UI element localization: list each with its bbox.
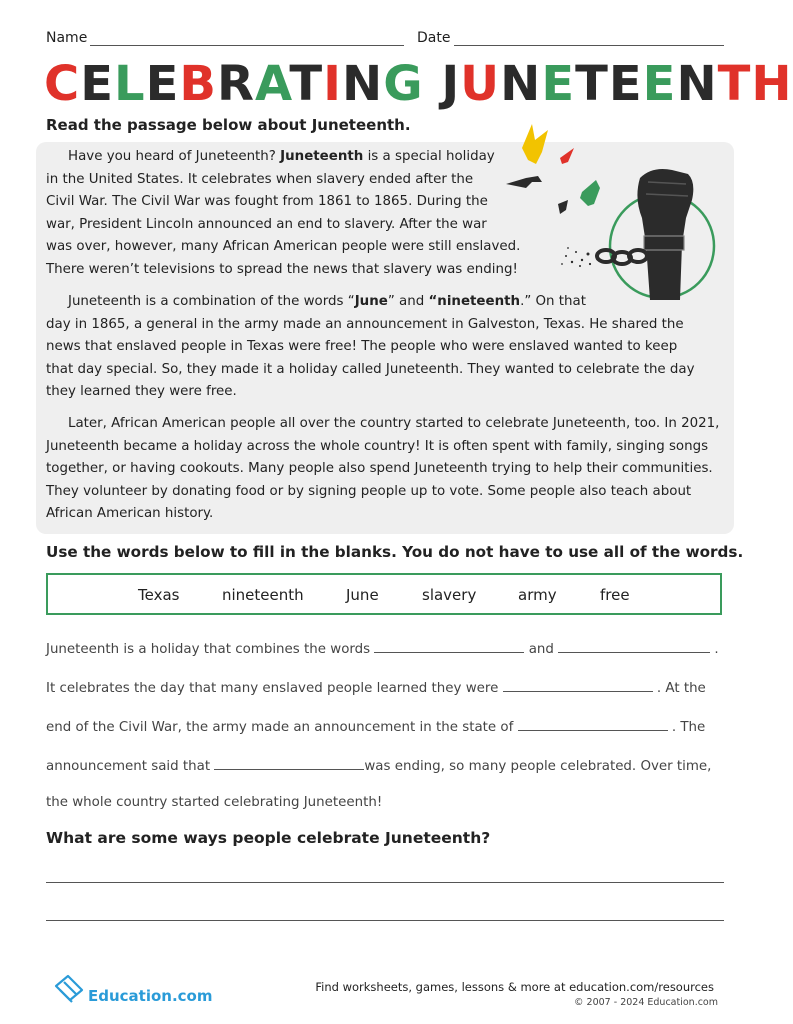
fill-in-line-1: Juneteenth is a holiday that combines the words and . [46, 639, 719, 659]
word-bank-item: nineteenth [222, 586, 304, 604]
title-letter [424, 56, 442, 112]
passage-line: Juneteenth became a holiday across the whole country! It is often spent with family, singing songs [46, 438, 709, 454]
fill-in-line-3: end of the Civil War, the army made an announcement in the state of . The [46, 717, 705, 737]
title-letter: N [676, 56, 718, 112]
word-bank-item: slavery [422, 586, 477, 604]
green-bird-icon [580, 180, 600, 206]
question-text: What are some ways people celebrate Juneteenth? [46, 829, 491, 847]
title-letter: R [217, 56, 255, 112]
passage-line: There weren’t televisions to spread the news that slavery was ending! [46, 261, 518, 277]
broken-chain-icon [597, 250, 647, 264]
footer-tagline: Find worksheets, games, lessons & more at education.com/resources [315, 980, 714, 994]
title-letter: E [608, 56, 643, 112]
title-letter: E [145, 56, 180, 112]
word-bank-item: Texas [138, 586, 180, 604]
word-bank-item: army [518, 586, 557, 604]
word-bank-item: June [346, 586, 379, 604]
passage-line: They volunteer by donating food or by signing people up to vote. Some people also teach about [46, 483, 692, 499]
passage-line: in the United States. It celebrates when slavery ended after the [46, 171, 474, 187]
passage-paragraph-3 [46, 413, 726, 526]
passage-paragraph-1 [46, 146, 526, 282]
passage-line: was over, however, many African American people were still enslaved. [46, 239, 521, 255]
page-title [44, 56, 793, 112]
passage-line: Later, African American people all over the country started to celebrate Juneteenth, too. In 2021, [68, 416, 720, 431]
date-field[interactable] [454, 45, 724, 46]
passage-line: news that enslaved people in Texas were free! The people who were enslaved wanted to keep [46, 339, 678, 355]
blank-field-2[interactable] [558, 639, 710, 653]
passage-line: Have you heard of Juneteenth? Juneteenth is a special holiday [68, 149, 495, 164]
title-letter: B [179, 56, 218, 112]
small-black-bird-icon [558, 200, 568, 214]
title-letter: N [500, 56, 542, 112]
black-bird-icon [506, 176, 542, 188]
fist-chain-illustration [502, 118, 732, 308]
word-bank-item: free [600, 586, 630, 604]
answer-line-2[interactable] [46, 920, 724, 921]
title-letter: L [114, 56, 146, 112]
title-letter: T [289, 56, 324, 112]
blank-field-4[interactable] [518, 717, 668, 731]
blank-field-1[interactable] [374, 639, 524, 653]
blank-field-5[interactable] [214, 756, 364, 770]
fill-in-line-4: announcement said that was ending, so many people celebrated. Over time, [46, 756, 711, 776]
yellow-bird-icon [522, 124, 548, 164]
title-letter: T [575, 56, 609, 112]
education-logo-icon [52, 972, 86, 1006]
title-letter: T [717, 56, 752, 112]
education-logo-text: Education.com [88, 987, 213, 1005]
passage-line: day in 1865, a general in the army made an announcement in Galveston, Texas. He shared the [46, 316, 684, 332]
word-bank-instruction: Use the words below to fill in the blanks. You do not have to use all of the words. [46, 543, 744, 561]
title-letter: N [342, 56, 384, 112]
title-letter: G [383, 56, 424, 112]
title-letter: E [541, 56, 576, 112]
footer-copyright: © 2007 - 2024 Education.com [574, 997, 718, 1008]
passage-line: Juneteenth is a combination of the words “June” and “nineteenth.” On that [68, 294, 586, 309]
passage-instruction: Read the passage below about Juneteenth. [46, 116, 411, 134]
title-letter: A [254, 56, 290, 112]
passage-line: Civil War. The Civil War was fought from 1861 to 1865. During the [46, 194, 488, 210]
name-field[interactable] [90, 45, 404, 46]
passage-line: war, President Lincoln announced an end to slavery. After the war [46, 216, 487, 232]
name-date-row [46, 30, 724, 50]
blank-field-3[interactable] [503, 678, 653, 692]
word-bank [46, 573, 722, 615]
passage-line: African American history. [46, 506, 214, 522]
passage-line: together, or having cookouts. Many people also spend Juneteenth trying to help their communities. [46, 461, 713, 477]
raised-fist-icon [637, 169, 693, 300]
fill-in-line-2: It celebrates the day that many enslaved people learned they were . At the [46, 678, 706, 698]
title-letter: E [80, 56, 115, 112]
passage-line: they learned they were free. [46, 384, 237, 400]
fill-in-line-5: the whole country started celebrating Juneteenth! [46, 795, 383, 810]
title-letter: E [642, 56, 677, 112]
title-letter: J [441, 56, 461, 112]
title-letter: U [460, 56, 501, 112]
answer-line-1[interactable] [46, 882, 724, 883]
name-label: Name [46, 30, 88, 46]
title-letter: I [323, 56, 343, 112]
red-bird-icon [560, 148, 574, 164]
education-logo[interactable] [52, 972, 252, 1008]
title-letter: H [751, 56, 793, 112]
passage-line: that day special. So, they made it a holiday called Juneteenth. They wanted to celebrate the day [46, 361, 695, 377]
chain-fragments [561, 247, 591, 267]
date-label: Date [417, 30, 451, 46]
title-letter: C [44, 56, 81, 112]
